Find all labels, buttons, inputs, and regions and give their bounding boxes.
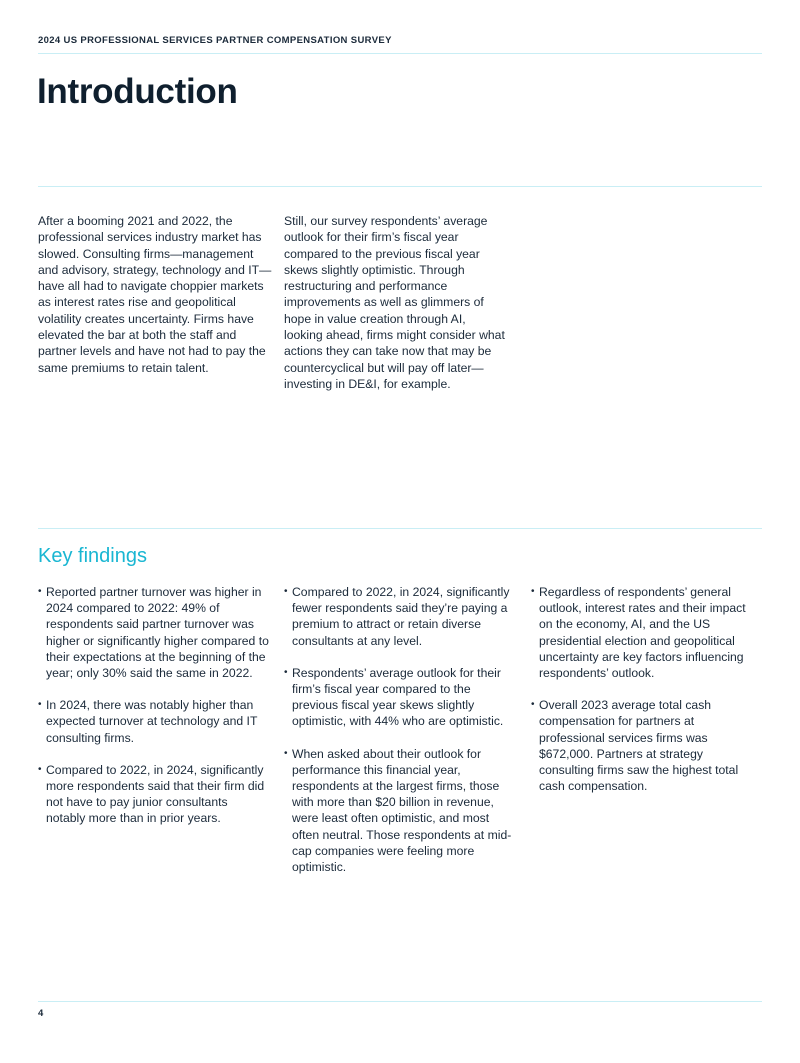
finding-text: Compared to 2022, in 2024, significantly fewer respondents said they’re paying a premium to attract or retain diverse consultants at any level. bbox=[292, 585, 510, 648]
bullet-icon: • bbox=[531, 699, 535, 711]
bullet-icon: • bbox=[284, 747, 288, 759]
intro-divider bbox=[38, 186, 762, 187]
finding-text: Compared to 2022, in 2024, significantly more respondents said that their firm did not have to pay junior consultants notably more than in prior years. bbox=[46, 762, 265, 826]
finding-text: In 2024, there was notably higher than expected turnover at technology and IT consulting firms. bbox=[46, 698, 258, 745]
finding-item bbox=[38, 762, 270, 827]
intro-paragraph: After a booming 2021 and 2022, the professional services industry market has slowed. Consulting firms—management and advisory, strategy, technology and IT—have all had to navigate choppier markets as interest rates rise and geopolitical volatility creates uncertainty. Firms have elevated the bar at both the staff and partner levels and have not had to pay the same premiums to retain talent. bbox=[38, 214, 272, 375]
key-findings-title: Key findings bbox=[38, 545, 147, 567]
findings-column-2 bbox=[284, 584, 516, 891]
header-divider bbox=[38, 53, 762, 54]
finding-item bbox=[284, 584, 516, 649]
findings-divider bbox=[38, 528, 762, 529]
finding-item bbox=[38, 697, 270, 746]
bullet-icon: • bbox=[38, 699, 42, 711]
finding-item bbox=[531, 697, 761, 794]
finding-text: Regardless of respondents’ general outlook, interest rates and their impact on the economy, AI, and the US presidential election and geopolitical uncertainty are key factors influencing respondents’ outlook. bbox=[539, 585, 746, 681]
finding-item bbox=[531, 584, 761, 681]
bullet-icon: • bbox=[531, 586, 535, 597]
finding-item bbox=[284, 746, 516, 876]
finding-text: Respondents’ average outlook for their firm’s fiscal year compared to the previous fiscal year skews slightly optimistic, with 44% who are optimistic. bbox=[292, 665, 504, 729]
bullet-icon: • bbox=[284, 666, 288, 678]
bullet-icon: • bbox=[284, 586, 288, 597]
bullet-icon: • bbox=[38, 763, 42, 775]
finding-item bbox=[38, 584, 270, 681]
bullet-icon: • bbox=[38, 586, 42, 597]
finding-item bbox=[284, 665, 516, 730]
finding-text: When asked about their outlook for performance this financial year, respondents at the largest firms, those with more than $20 billion in revenue, were least often optimistic, and most often neutral. Those respondents at mid-cap companies were feeling more optimistic. bbox=[292, 746, 512, 875]
intro-paragraph: Still, our survey respondents’ average outlook for their firm’s fiscal year compared to the previous fiscal year skews slightly optimistic. Through restructuring and performance improvements as well as glimmers of hope in value creation through AI, looking ahead, firms might consider what actions they can take now that may be countercyclical but will pay off later—investing in DE&I, for example. bbox=[284, 214, 505, 391]
report-header: 2024 US PROFESSIONAL SERVICES PARTNER COMPENSATION SURVEY bbox=[38, 35, 392, 46]
page-title: Introduction bbox=[37, 72, 238, 111]
footer-divider bbox=[38, 1001, 762, 1002]
page-number: 4 bbox=[38, 1008, 44, 1019]
findings-column-1 bbox=[38, 584, 270, 843]
intro-column-2 bbox=[284, 213, 506, 392]
intro-column-1 bbox=[38, 213, 274, 376]
finding-text: Overall 2023 average total cash compensation for partners at professional services firms was $672,000. Partners at strategy consulting firms saw the highest total cash compensation. bbox=[539, 698, 739, 794]
findings-column-3 bbox=[531, 584, 761, 810]
finding-text: Reported partner turnover was higher in 2024 compared to 2022: 49% of respondents said partner turnover was higher or significantly higher compared to their expectations at the beginning of the year; only 30% said the same in 2022. bbox=[46, 585, 269, 681]
